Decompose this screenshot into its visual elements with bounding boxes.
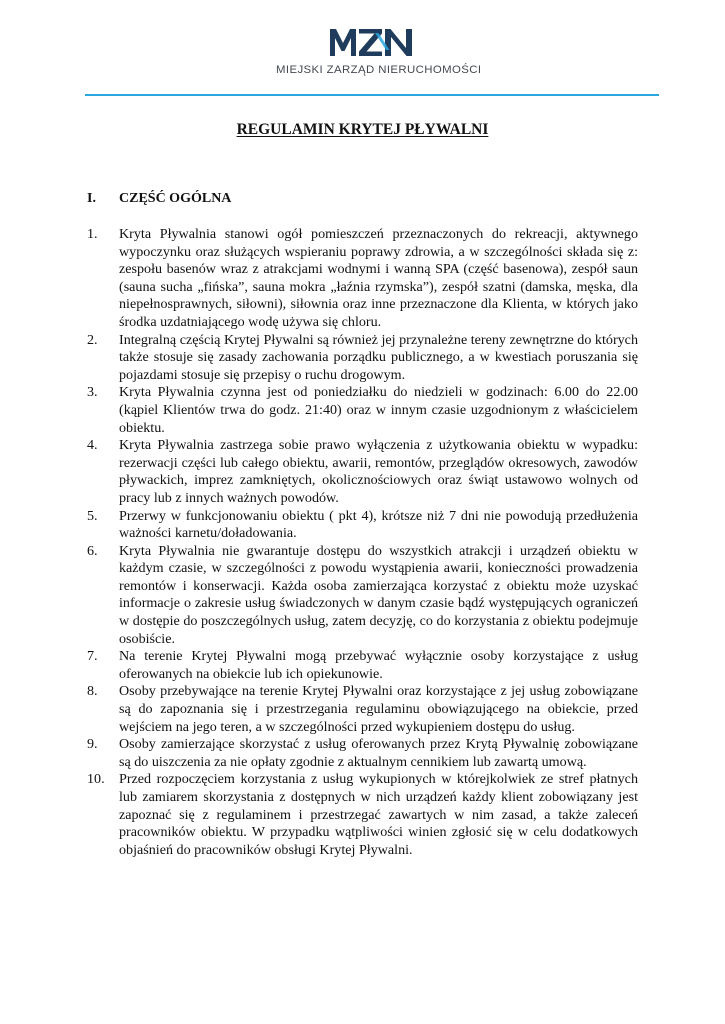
list-item	[87, 771, 638, 859]
item-text: Przerwy w funkcjonowaniu obiektu ( pkt 4), krótsze niż 7 dni nie powodują przedłużenia ważności karnetu/doładowania.	[119, 507, 638, 542]
item-number: 2.	[87, 331, 98, 348]
item-number: 7.	[87, 648, 98, 665]
item-text: Kryta Pływalnia czynna jest od poniedziałku do niedzieli w godzinach: 6.00 do 22.00 (kąpiel Klientów trwa do godz. 21:40) oraz w innym czasie uzgodnionym z właścicielem obiektu.	[119, 384, 638, 436]
list-item	[87, 736, 638, 771]
item-number: 10.	[87, 771, 105, 788]
item-number: 4.	[87, 437, 98, 454]
mzn-logo	[328, 26, 414, 58]
item-text: Integralną częścią Krytej Pływalni są również jej przynależne tereny zewnętrzne do których także stosuje się zasady zachowania porządku publicznego, a w kwestiach poruszania się pojazdami stosuje się przepisy o ruchu drogowym.	[119, 331, 638, 383]
item-text: Osoby zamierzające skorzystać z usług oferowanych przez Krytą Pływalnię zobowiązane są do uiszczenia za nie opłaty zgodnie z aktualnym cennikiem lub zawartą umową.	[119, 736, 638, 770]
list-item	[87, 384, 638, 437]
list-item	[87, 437, 638, 507]
item-number: 3.	[87, 384, 98, 401]
item-text: Kryta Pływalnia stanowi ogół pomieszczeń przeznaczonych do rekreacji, aktywnego wypoczynku oraz służących wspieraniu poprawy zdrowia, a w szczególności składa się z: zespołu basenów wraz z atrakcjami wodnymi i wanną SPA (część basenowa), zespół saun (sauna sucha „fińska”, sauna mokra „łaźnia rzymska”), zespół szatni (damska, męska, dla niepełnosprawnych, siłowni), siłownia oraz inne przeznaczone dla Klienta, w których jako środka uzdatniającego wodę używa się chloru.	[119, 226, 638, 330]
item-text: Kryta Pływalnia nie gwarantuje dostępu do wszystkich atrakcji i urządzeń obiektu w każdym czasie, w szczególności z powodu wystąpienia awarii, konieczności prowadzenia remontów i konserwacji. Każda osoba zamierzająca korzystać z obiektu może uzyskać informacje o zakresie usług świadczonych w danym czasie bądź występujących ograniczeń w dostępie do poszczególnych usług, zatem decyzję, co do korzystania z obiektu podejmuje osobiście.	[119, 542, 638, 647]
section-title: CZĘŚĆ OGÓLNA	[119, 191, 232, 206]
document-title: REGULAMIN KRYTEJ PŁYWALNI	[236, 121, 489, 138]
item-number: 1.	[87, 226, 98, 242]
section-number: I.	[87, 191, 96, 206]
item-text: Przed rozpoczęciem korzystania z usług wykupionych w którejkolwiek ze stref płatnych lub zamiarem skorzystania z dostępnych w nich urządzeń każdy klient zobowiązany jest zapoznać się z regulaminem i przestrzegać zawartych w nim zasad, a także zaleceń pracowników obiektu. W przypadku wątpliwości winien zgłosić się w celu dodatkowych objaśnień do pracowników obsługi Krytej Pływalni.	[119, 771, 638, 858]
section-heading	[87, 191, 231, 207]
list-item	[87, 226, 638, 332]
regulations-list	[87, 226, 638, 859]
item-number: 8.	[87, 683, 98, 700]
item-text: Kryta Pływalnia zastrzega sobie prawo wyłączenia z użytkowania obiektu w wypadku: rezerwacji części lub całego obiektu, awarii, remontów, przeglądów okresowych, zawodów pływackich, imprez zamkniętych, okolicznościowych oraz świąt ustawowo wolnych od pracy lub z innych ważnych powodów.	[119, 437, 638, 506]
item-text: Osoby przebywające na terenie Krytej Pływalni oraz korzystające z jej usług zobowiązane są do zapoznania się i przestrzegania regulaminu obowiązującego na obiekcie, przed wejściem na jego teren, a w szczególności przed wykupieniem dostępu do usług.	[119, 683, 638, 735]
page-header	[0, 0, 725, 96]
list-item	[87, 648, 638, 683]
list-item	[87, 508, 638, 543]
item-number: 6.	[87, 542, 98, 559]
organization-name: MIEJSKI ZARZĄD NIERUCHOMOŚCI	[276, 64, 482, 76]
header-divider	[85, 94, 659, 96]
item-text: Na terenie Krytej Pływalni mogą przebywać wyłącznie osoby korzystające z usług oferowanych na obiekcie lub ich opiekunowie.	[119, 648, 638, 682]
item-number: 9.	[87, 736, 98, 753]
list-item	[87, 332, 638, 385]
item-number: 5.	[87, 507, 98, 524]
list-item	[87, 683, 638, 736]
list-item	[87, 543, 638, 649]
